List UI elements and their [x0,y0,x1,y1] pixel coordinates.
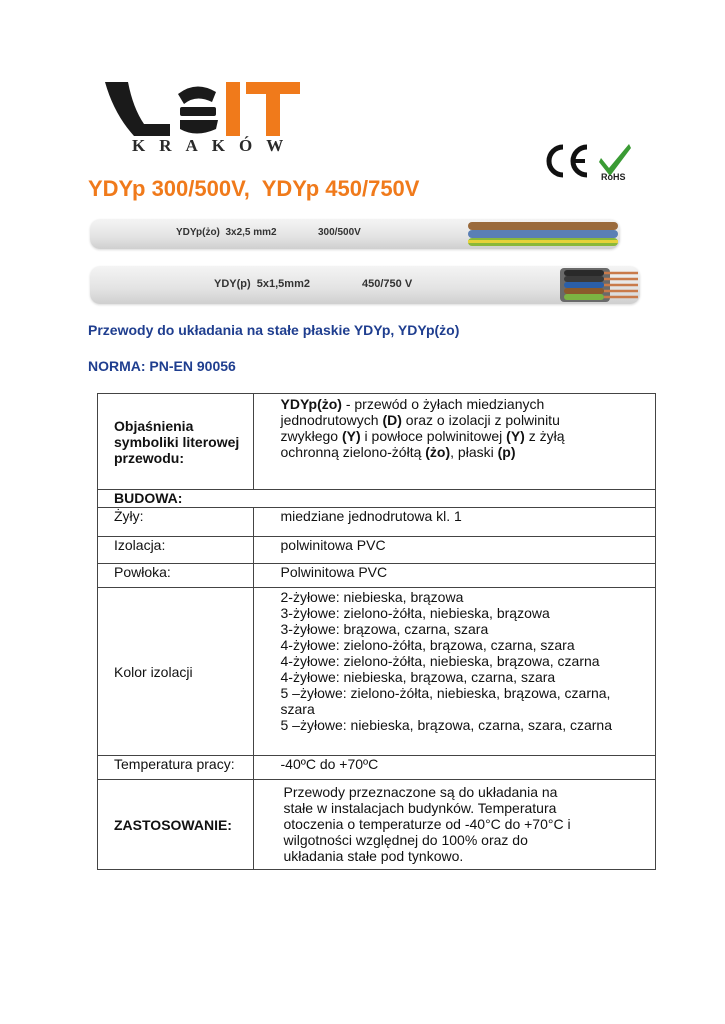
ce-mark-icon [543,143,593,179]
table-row-kolor [98,588,656,756]
list-item: 4-żyłowe: niebieska, brązowa, czarna, szara [280,669,556,685]
symbols-label: Objaśnienia symboliki literowej przewodu: [98,394,254,490]
logo-letter-e [178,86,218,133]
table-row-budowa [98,490,656,508]
izolacja-value: polwinitowa PVC [253,537,656,564]
table-row-zyly [98,508,656,537]
powloka-label: Powłoka: [98,564,254,588]
table-row-izolacja [98,537,656,564]
zyly-label: Żyły: [98,508,254,537]
zyly-value: miedziane jednodrutowa kl. 1 [253,508,656,537]
cable-model-text: YDYp(żo) 3x2,5 mm2 [176,227,277,238]
table-row-powloka [98,564,656,588]
rohs-text: RoHS [601,172,626,182]
norma-label: NORMA: PN-EN 90056 [88,358,236,374]
izolacja-label: Izolacja: [98,537,254,564]
cable-wires-icon [468,220,620,248]
cable-model-text: YDY(p) 5x1,5mm2 [214,278,310,290]
logo-letter-l [105,82,170,136]
list-item: 2-żyłowe: niebieska, brązowa [280,589,464,605]
logo-city-text: KRAKÓW [132,136,298,155]
list-item: 4-żyłowe: zielono-żółta, niebieska, brązowa, czarna [280,653,600,669]
section-subtitle: Przewody do układania na stałe płaskie YDYp, YDYp(żo) [88,322,460,338]
cable-voltage-text: 300/500V [318,227,361,238]
budowa-heading: BUDOWA: [98,490,656,508]
powloka-value: Polwinitowa PVC [253,564,656,588]
cable-voltage-text: 450/750 V [362,278,413,290]
table-row-temperatura [98,756,656,780]
zastosowanie-label: ZASTOSOWANIE: [98,780,254,870]
cable-image-ydyp-zo [90,219,620,249]
zastosowanie-value: Przewody przeznaczone są do układania na stałe w instalacjach budynków. Temperatura otoczenia o temperaturze od -40°C do +70°C i wilgotności względnej do 100% oraz do układania stałe pod tynkowo. [253,780,656,870]
table-row-zastosowanie [98,780,656,870]
kolor-label: Kolor izolacji [98,588,254,756]
temperatura-value: -40ºC do +70ºC [253,756,656,780]
logo-letter-i [226,82,240,136]
rohs-mark-icon [597,142,633,182]
list-item: 5 –żyłowe: niebieska, brązowa, czarna, szara, czarna [280,717,612,733]
temperatura-label: Temperatura pracy: [98,756,254,780]
cable-image-ydy-p [90,266,640,304]
list-item: 4-żyłowe: zielono-żółta, brązowa, czarna, szara [280,637,575,653]
cable-wires-icon [560,268,640,302]
list-item: 3-żyłowe: brązowa, czarna, szara [280,621,489,637]
list-item: 3-żyłowe: zielono-żółta, niebieska, brązowa [280,605,550,621]
symbols-description: YDYp(żo) - przewód o żyłach miedzianych jednodrutowych (D) oraz o izolacji z polwinitu zwykłego (Y) i powłoce polwinitowej (Y) z żyłą ochronną zielono-żółtą (żo), płaski (p) [253,394,656,490]
table-row-symbols [98,394,656,490]
spec-table [97,393,656,870]
kolor-values [253,588,656,756]
logo-letter-t [246,82,300,136]
page-title: YDYp 300/500V, YDYp 450/750V [88,176,420,201]
list-item: 5 –żyłowe: zielono-żółta, niebieska, brązowa, czarna, szara [280,685,611,717]
